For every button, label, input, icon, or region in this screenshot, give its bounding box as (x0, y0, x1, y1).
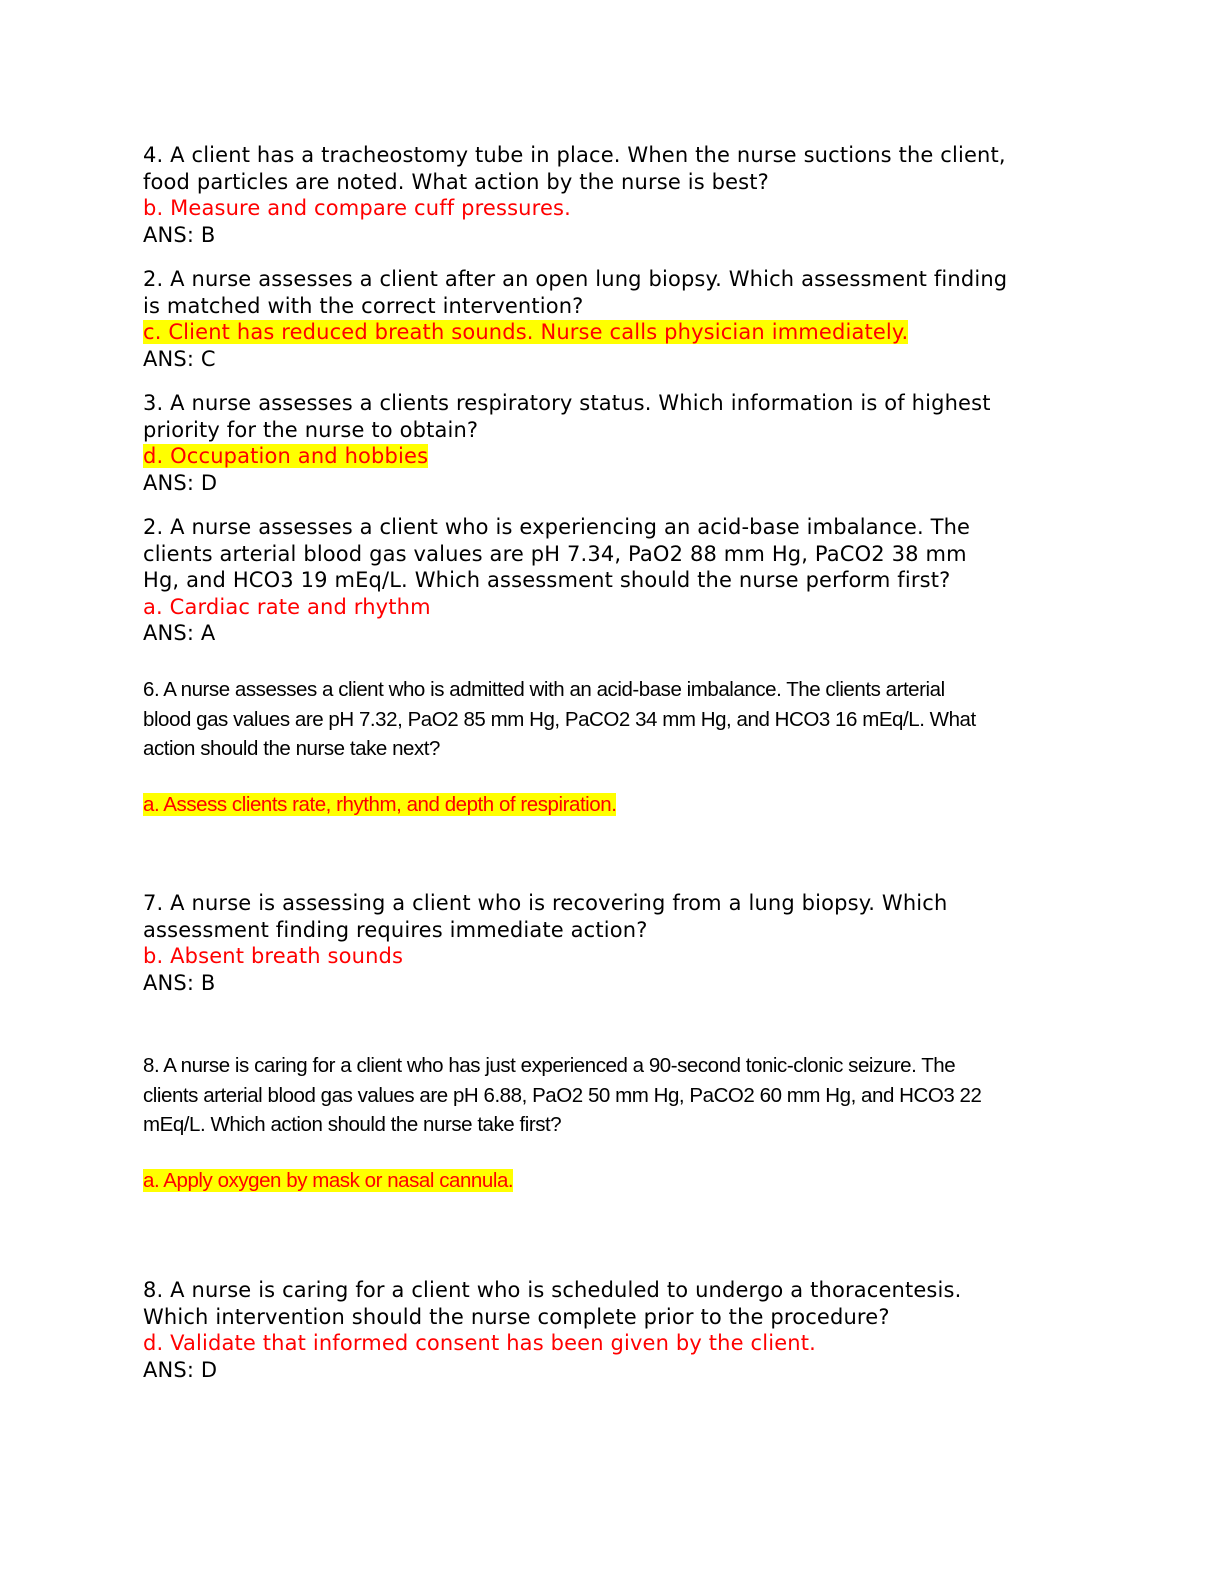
question-block (143, 390, 1083, 496)
answer-text: a. Cardiac rate and rhythm (143, 594, 431, 619)
question-text: is matched with the correct intervention? (143, 293, 584, 318)
question-text: 6. A nurse assesses a client who is admitted with an acid-base imbalance. The clients arterial (143, 678, 945, 701)
question-text: blood gas values are pH 7.32, PaO2 85 mm Hg, PaCO2 34 mm Hg, and HCO3 16 mEq/L. What (143, 707, 976, 731)
document-page (143, 0, 1083, 1584)
question-text: 4. A client has a tracheostomy tube in place. When the nurse suctions the client, (143, 143, 1006, 167)
answer-block (143, 790, 1083, 820)
question-text: clients arterial blood gas values are pH 6.88, PaO2 50 mm Hg, PaCO2 60 mm Hg, and HCO3 22 (143, 1083, 982, 1107)
highlighted-answer-text: d. Occupation and hobbies (143, 444, 429, 468)
question-block (143, 890, 1083, 996)
highlighted-answer-text: a. Assess clients rate, rhythm, and depth of respiration. (143, 793, 617, 816)
answer-key: ANS: C (143, 346, 216, 371)
question-text: mEq/L. Which action should the nurse take first? (143, 1113, 562, 1136)
question-text: assessment finding requires immediate action? (143, 917, 648, 942)
answer-key: ANS: A (143, 621, 216, 645)
answer-key: ANS: B (143, 222, 216, 247)
answer-block (143, 1166, 1083, 1196)
answer-text: b. Measure and compare cuff pressures. (143, 196, 571, 220)
question-block (143, 1277, 1083, 1383)
question-text: 3. A nurse assesses a clients respiratory status. Which information is of highest (143, 391, 991, 415)
question-text: 2. A nurse assesses a client who is experiencing an acid-base imbalance. The (143, 515, 971, 539)
question-text: priority for the nurse to obtain? (143, 417, 479, 442)
highlighted-answer-text: a. Apply oxygen by mask or nasal cannula. (143, 1169, 514, 1192)
question-block (143, 142, 1083, 248)
question-text: food particles are noted. What action by the nurse is best? (143, 169, 769, 194)
question-block (143, 1051, 1083, 1140)
question-text: 2. A nurse assesses a client after an open lung biopsy. Which assessment finding (143, 267, 1008, 291)
question-block (143, 675, 1083, 764)
question-text: 8. A nurse is caring for a client who is scheduled to undergo a thoracentesis. (143, 1278, 962, 1302)
answer-key: ANS: D (143, 470, 218, 495)
question-text: Which intervention should the nurse complete prior to the procedure? (143, 1304, 890, 1329)
answer-key: ANS: B (143, 970, 216, 995)
question-text: 7. A nurse is assessing a client who is recovering from a lung biopsy. Which (143, 891, 948, 915)
question-text: Hg, and HCO3 19 mEq/L. Which assessment should the nurse perform first? (143, 568, 951, 592)
question-text: action should the nurse take next? (143, 737, 440, 760)
highlighted-answer-text: c. Client has reduced breath sounds. Nurse calls physician immediately. (143, 320, 909, 344)
answer-key: ANS: D (143, 1357, 218, 1382)
question-text: clients arterial blood gas values are pH 7.34, PaO2 88 mm Hg, PaCO2 38 mm (143, 541, 967, 566)
answer-text: d. Validate that informed consent has been given by the client. (143, 1331, 816, 1355)
question-block (143, 266, 1083, 372)
question-text: 8. A nurse is caring for a client who has just experienced a 90-second tonic-clonic seizure. The (143, 1054, 956, 1077)
answer-text: b. Absent breath sounds (143, 944, 404, 968)
question-block (143, 514, 1083, 647)
